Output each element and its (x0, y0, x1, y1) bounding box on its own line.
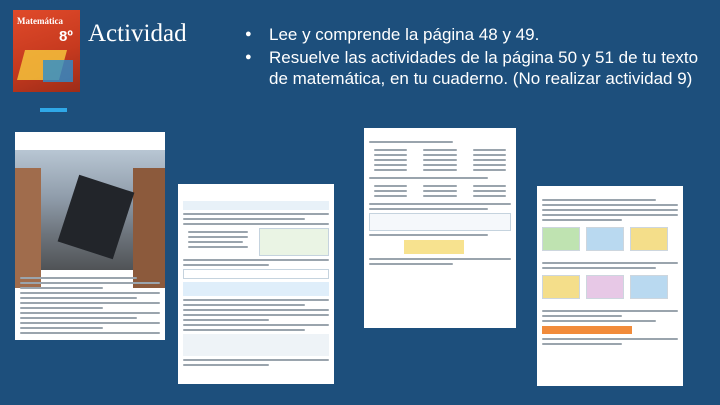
instruction-item (242, 47, 712, 89)
textbook-page-49-thumbnail (178, 184, 334, 384)
cover-shape-secondary (43, 60, 73, 82)
page-photo (15, 150, 165, 270)
bullet-icon: ● (245, 51, 252, 63)
building-shape (133, 168, 165, 288)
cover-title: Matemática (17, 16, 63, 26)
textbook-cover-image (13, 10, 80, 92)
instruction-item (242, 24, 712, 45)
slide-heading: Actividad (88, 20, 187, 47)
accent-bar (40, 108, 67, 112)
textbook-page-50-thumbnail (364, 128, 516, 328)
building-shape (15, 168, 41, 288)
instruction-text: Lee y comprende la página 48 y 49. (269, 25, 540, 44)
instruction-list (242, 24, 712, 91)
instruction-text: Resuelve las actividades de la página 50 y 51 de tu texto de matemática, en tu cuaderno. (No realizar actividad 9) (269, 48, 699, 88)
textbook-page-51-thumbnail (537, 186, 683, 386)
bullet-icon: ● (245, 28, 252, 40)
cube-sculpture-shape (58, 175, 135, 259)
cover-grade: 8º (59, 28, 73, 45)
textbook-page-48-thumbnail (15, 132, 165, 340)
page-text-block (15, 274, 165, 337)
